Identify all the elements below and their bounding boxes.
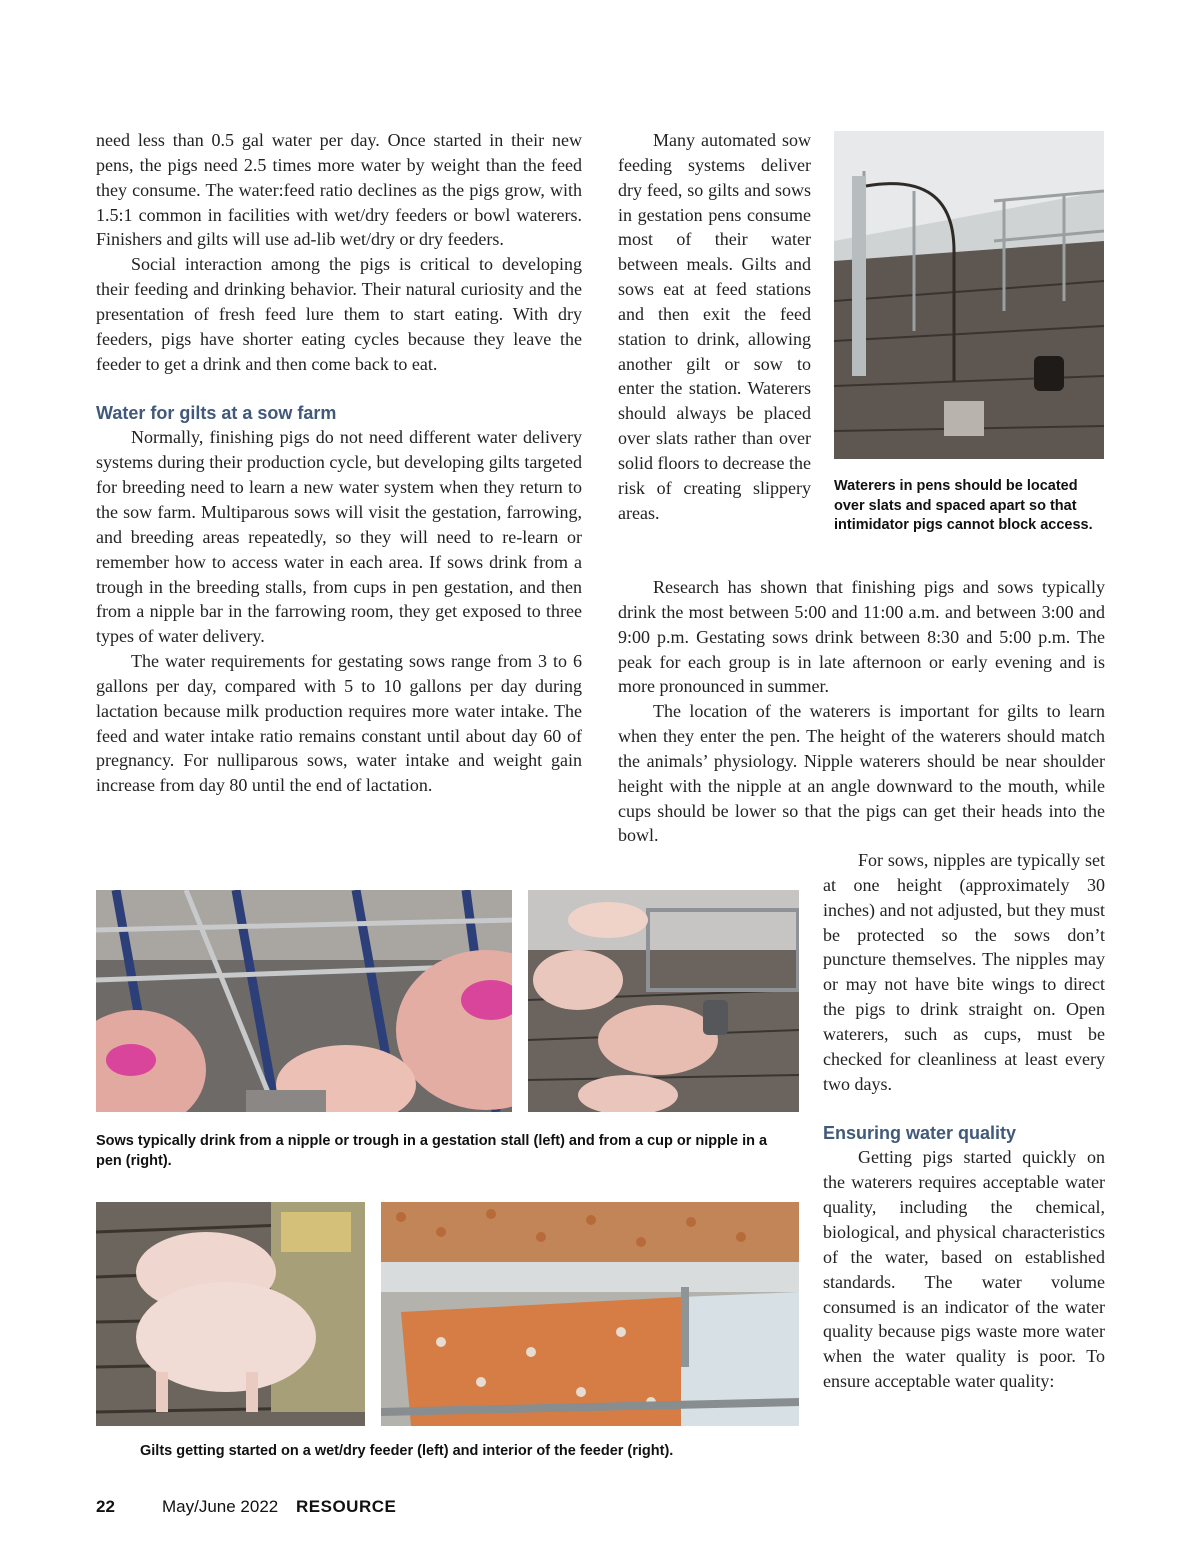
right-paragraph-2: Research has shown that finishing pigs and sows typically drink the most between 5:00 and 11:00 a.m. and between 3:00 and 9:00 p.m. Gestating sows drink between 8:30 and 5:00 p.m. The peak for each group is in late afternoon or early evening and is more pronounced in summer.	[618, 577, 1105, 697]
left-paragraph-2: Social interaction among the pigs is critical to developing their feeding and drinking behavior. Their natural curiosity and the presentation of fresh feed lure them to start eating. With dry feeders, pigs have shorter eating cycles because they leave the feeder to get a drink and then come back to eat.	[96, 254, 582, 374]
caption-sows-drink: Sows typically drink from a nipple or trough in a gestation stall (left) and from a cup or nipple in a pen (right).	[96, 1133, 768, 1169]
right-lower-block	[823, 848, 1105, 1394]
photo-wet-dry-feeder	[96, 1202, 365, 1426]
caption-pen-waterer: Waterers in pens should be located over slats and spaced apart so that intimidator pigs cannot block access.	[834, 478, 1093, 533]
section-heading-water-quality: Ensuring water quality	[823, 1123, 1017, 1144]
right-paragraph-4: For sows, nipples are typically set at one height (approximately 30 inches) and not adjusted, but they must be protected so the sows don’t puncture themselves. The nipples may or may not have bite wings to direct the pigs to drink straight on. Open waterers, such as cups, must be checked for cleanliness at least every two days.	[823, 850, 1105, 1094]
photo-gestation-stall	[96, 890, 512, 1112]
magazine-name: RESOURCE	[296, 1497, 397, 1516]
right-wide-block	[618, 575, 1105, 848]
pen-cup-illustration	[528, 890, 799, 1112]
photo-pen-waterer	[834, 131, 1104, 459]
left-paragraph-4: The water requirements for gestating sows range from 3 to 6 gallons per day, compared with 5 to 10 gallons per day during lactation because milk production requires more water intake. The feed and water intake ratio remains constant until about day 60 of pregnancy. For nulliparous sows, water intake and weight gain increase from day 80 until the end of lactation.	[96, 651, 582, 796]
pen-waterer-illustration	[834, 131, 1104, 459]
wet-dry-feeder-illustration	[96, 1202, 365, 1426]
photo-pen-cup	[528, 890, 799, 1112]
left-column	[96, 128, 582, 798]
gestation-stall-illustration	[96, 890, 512, 1112]
caption-gilts-feeder: Gilts getting started on a wet/dry feeder (left) and interior of the feeder (right).	[140, 1443, 674, 1459]
right-paragraph-3: The location of the waterers is important for gilts to learn when they enter the pen. The height of the waterers should match the animals’ physiology. Nipple waterers should be near shoulder height with the nipple at an angle downward to the mouth, while cups should be lower so that the pigs can get their heads into the bowl.	[618, 701, 1105, 846]
feeder-interior-illustration	[381, 1202, 799, 1426]
photo-feeder-interior	[381, 1202, 799, 1426]
section-heading-water-for-gilts: Water for gilts at a sow farm	[96, 403, 337, 424]
right-narrow-block	[618, 128, 811, 526]
page-number: 22	[96, 1497, 115, 1516]
left-paragraph-3: Normally, finishing pigs do not need different water delivery systems during their production cycle, but developing gilts targeted for breeding need to learn a new water system when they return to the sow farm. Multiparous sows will visit the gestation, farrowing, and breeding areas repeatedly, so they will need to re-learn or remember how to access water in each area. If sows drink from a trough in the breeding stalls, from cups in pen gestation, and then from a nipple bar in the farrowing room, they get exposed to three types of water delivery.	[96, 427, 582, 647]
issue-date: May/June 2022	[162, 1497, 279, 1516]
left-paragraph-1: need less than 0.5 gal water per day. Once started in their new pens, the pigs need 2.5 times more water by weight than the feed they consume. The water:feed ratio declines as the pigs grow, with 1.5:1 common in facilities with wet/dry feeders or bowl waterers. Finishers and gilts will use ad-lib wet/dry or dry feeders.	[96, 130, 582, 250]
right-paragraph-5: Getting pigs started quickly on the waterers requires acceptable water quality, including the chemical, biological, and physical characteristics of the water, based on established standards. The water volume consumed is an indicator of the water quality because pigs waste more water when the water quality is poor. To ensure acceptable water quality:	[823, 1147, 1105, 1392]
right-paragraph-1: Many automated sow feeding systems deliver dry feed, so gilts and sows in gestation pens consume most of their water between meals. Gilts and sows eat at feed stations and then exit the feed station to drink, allowing another gilt or sow to enter the station. Waterers should always be placed over slats rather than over solid floors to decrease the risk of creating slippery areas.	[618, 130, 811, 523]
